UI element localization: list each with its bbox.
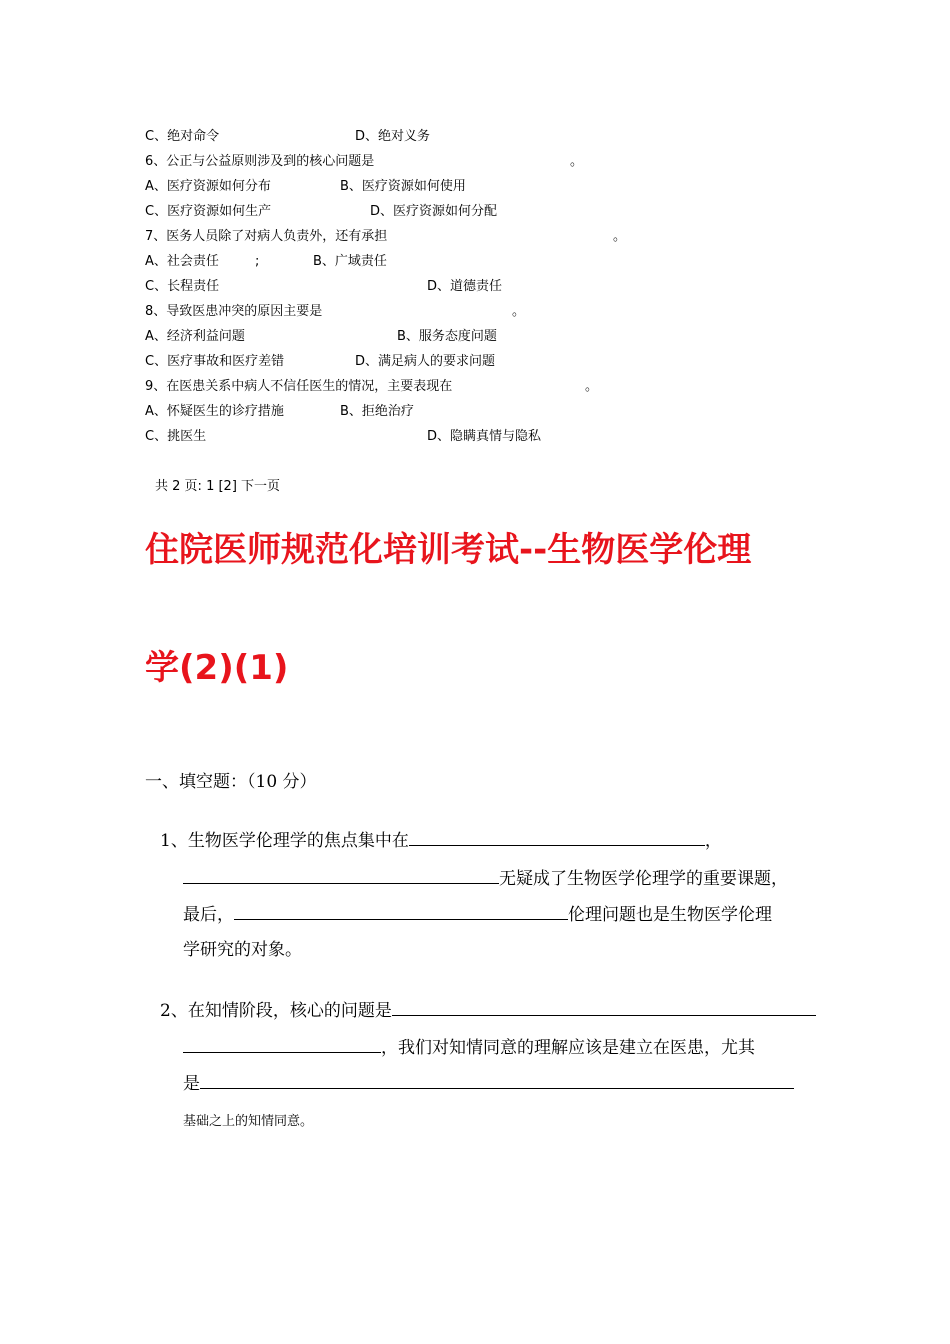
fill-q2-blank-3[interactable] <box>200 1070 794 1089</box>
fill-q1-blank-2[interactable] <box>183 865 499 884</box>
pager <box>155 478 280 496</box>
fill-q1-end-1: ， <box>704 831 722 851</box>
q9-stem: 9、在医患关系中病人不信任医生的情况，主要表现在 <box>145 379 453 394</box>
fill-q1-text-2: 无疑成了生物医学伦理学的重要课题， <box>499 869 788 889</box>
fill-q2-line-2 <box>183 1034 755 1060</box>
q8-option-b: B、服务态度问题 <box>397 329 497 344</box>
fill-q2-text-3: 是 <box>183 1074 200 1094</box>
fill-q2-blank-2[interactable] <box>183 1034 381 1053</box>
fill-q2-text-2: ，我们对知情同意的理解应该是建立在医患，尤其 <box>381 1038 755 1058</box>
fill-q1-end-3: 伦理问题也是生物医学伦理 <box>568 905 772 925</box>
q6-stem: 6、公正与公益原则涉及到的核心问题是 <box>145 154 375 169</box>
fill-q2-blank-1[interactable] <box>392 997 816 1016</box>
pager-total: 共 2 页: <box>155 479 202 494</box>
q9-option-c: C、挑医生 <box>145 429 207 444</box>
fill-q1-line-4: 学研究的对象。 <box>183 940 302 960</box>
q8-option-d: D、满足病人的要求问题 <box>355 354 496 369</box>
q8-option-a: A、经济利益问题 <box>145 329 245 344</box>
fill-q2-line-3 <box>183 1070 794 1096</box>
q6-option-a: A、医疗资源如何分布 <box>145 179 271 194</box>
fill-q1-line-2 <box>183 865 788 891</box>
fill-q1-text-3: 最后， <box>183 905 234 925</box>
q7-stem: 7、医务人员除了对病人负责外，还有承担 <box>145 229 388 244</box>
q7-option-d: D、道德责任 <box>427 279 503 294</box>
q8-stem: 8、导致医患冲突的原因主要是 <box>145 304 323 319</box>
pager-page-2: [2] <box>218 479 237 494</box>
q5-option-c: C、绝对命令 <box>145 129 220 144</box>
q6-option-b: B、医疗资源如何使用 <box>340 179 466 194</box>
q9-end: 。 <box>585 379 599 394</box>
pager-page-1-link[interactable]: 1 <box>206 479 215 494</box>
q6-option-d: D、医疗资源如何分配 <box>370 204 498 219</box>
fill-q1-text-1: 1、生物医学伦理学的焦点集中在 <box>160 831 409 851</box>
fill-q1-blank-1[interactable] <box>409 827 705 846</box>
fill-q1-line-1 <box>160 827 722 853</box>
q7-semicolon: ; <box>255 254 260 269</box>
q7-option-b: B、广域责任 <box>313 254 387 269</box>
q6-option-c: C、医疗资源如何生产 <box>145 204 272 219</box>
q6-end: 。 <box>570 154 584 169</box>
fill-q1-blank-3[interactable] <box>234 901 568 920</box>
section-heading: 一、填空题：（10 分） <box>145 772 317 792</box>
q9-option-d: D、隐瞒真情与隐私 <box>427 429 542 444</box>
q9-option-a: A、怀疑医生的诊疗措施 <box>145 404 284 419</box>
q7-end: 。 <box>613 229 627 244</box>
fill-q2-line-4: 基础之上的知情同意。 <box>183 1114 314 1129</box>
pager-next-link[interactable]: 下一页 <box>241 479 281 494</box>
fill-q2-line-1 <box>160 997 816 1023</box>
page-title-line-2: 学(2)(1) <box>145 648 289 688</box>
fill-q2-text-1: 2、在知情阶段，核心的问题是 <box>160 1001 392 1021</box>
q7-option-a: A、社会责任 <box>145 254 219 269</box>
q5-option-d: D、绝对义务 <box>355 129 431 144</box>
q7-option-c: C、长程责任 <box>145 279 220 294</box>
q9-option-b: B、拒绝治疗 <box>340 404 414 419</box>
q8-end: 。 <box>512 304 526 319</box>
fill-q1-line-3 <box>183 901 772 927</box>
q8-option-c: C、医疗事故和医疗差错 <box>145 354 285 369</box>
page-title-line-1: 住院医师规范化培训考试--生物医学伦理 <box>145 530 752 570</box>
